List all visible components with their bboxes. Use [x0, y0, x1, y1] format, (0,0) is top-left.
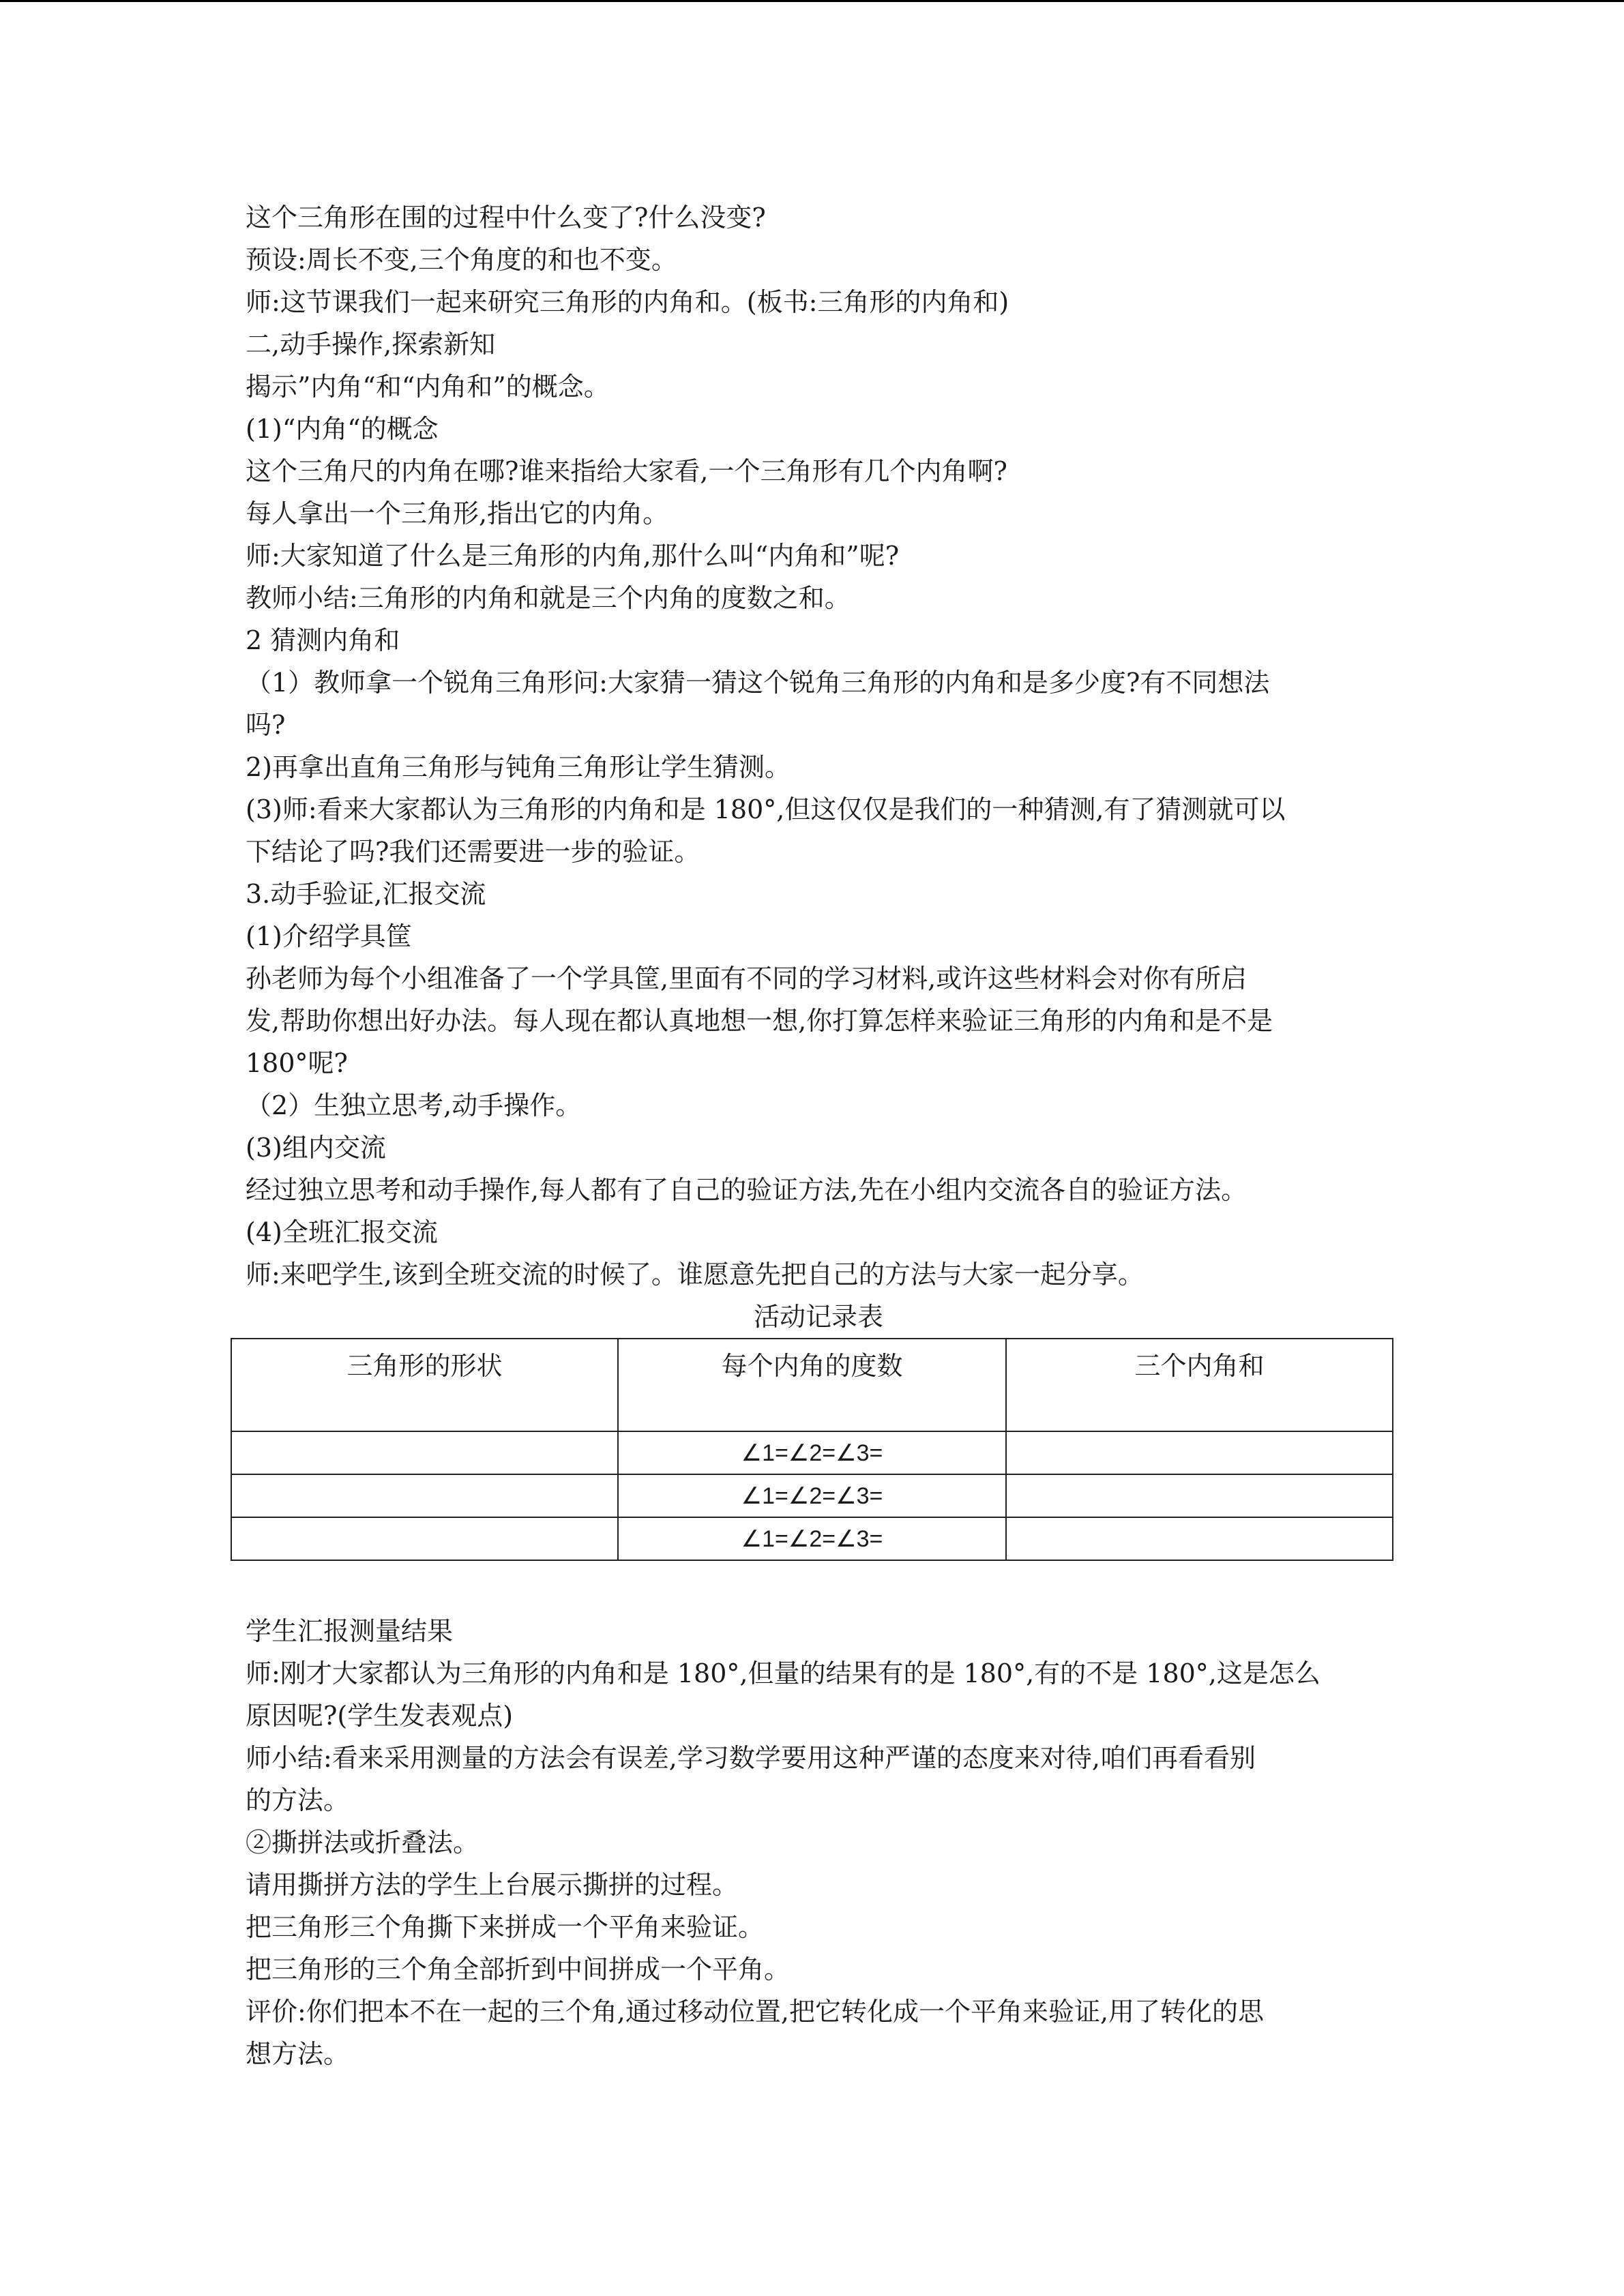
table-header-row: [231, 1339, 1393, 1431]
paragraph-line: 师:来吧学生,该到全班交流的时候了。谁愿意先把自己的方法与大家一起分享。: [246, 1259, 1144, 1289]
section-heading: 二,动手操作,探索新知: [246, 329, 496, 359]
table-cell-sum: [1006, 1474, 1393, 1517]
paragraph-line: 请用撕拼方法的学生上台展示撕拼的过程。: [246, 1870, 739, 1900]
paragraph-line: 揭示”内角“和“内角和”的概念。: [246, 372, 610, 402]
paragraph-line: 师:刚才大家都认为三角形的内角和是 180°,但量的结果有的是 180°,有的不是 180°,这是怎么: [246, 1658, 1320, 1688]
table-cell-sum: [1006, 1431, 1393, 1474]
section-heading: 学生汇报测量结果: [246, 1616, 454, 1646]
activity-record-table: [231, 1338, 1393, 1561]
table-cell-angles: ∠1=∠2=∠3=: [618, 1431, 1006, 1474]
paragraph-line: 的方法。: [246, 1785, 350, 1815]
paragraph-line: (1)介绍学具筐: [246, 921, 412, 951]
paragraph-line: 把三角形三个角撕下来拼成一个平角来验证。: [246, 1912, 765, 1942]
table-row: [231, 1517, 1393, 1560]
table-row: [231, 1474, 1393, 1517]
header-angle-sum: 三个内角和: [1006, 1339, 1393, 1431]
paragraph-line: (1)“内角“的概念: [246, 414, 439, 444]
paragraph-line: 预设:周长不变,三个角度的和也不变。: [246, 245, 677, 275]
paragraph-line: ②撕拼法或折叠法。: [246, 1828, 479, 1858]
paragraph-line: 想方法。: [246, 2039, 350, 2069]
table-row: [231, 1431, 1393, 1474]
paragraph-line: 教师小结:三角形的内角和就是三个内角的度数之和。: [246, 583, 851, 613]
paragraph-line: 师:大家知道了什么是三角形的内角,那什么叫“内角和”呢?: [246, 541, 900, 571]
table-cell-shape: [231, 1517, 618, 1560]
paragraph-line: (3)组内交流: [246, 1133, 386, 1163]
paragraph-line: 经过独立思考和动手操作,每人都有了自己的验证方法,先在小组内交流各自的验证方法。: [246, 1175, 1247, 1205]
text-block-intro: [246, 196, 1391, 1296]
table-cell-shape: [231, 1474, 618, 1517]
section-heading: 3.动手验证,汇报交流: [246, 879, 486, 909]
table-cell-sum: [1006, 1517, 1393, 1560]
header-each-angle-degree: 每个内角的度数: [618, 1339, 1006, 1431]
paragraph-line: （1）教师拿一个锐角三角形问:大家猜一猜这个锐角三角形的内角和是多少度?有不同想法: [246, 668, 1270, 698]
table-cell-angles: ∠1=∠2=∠3=: [618, 1474, 1006, 1517]
paragraph-line: 下结论了吗?我们还需要进一步的验证。: [246, 837, 700, 867]
paragraph-line: 师:这节课我们一起来研究三角形的内角和。(板书:三角形的内角和): [246, 287, 1009, 317]
paragraph-line: 这个三角尺的内角在哪?谁来指给大家看,一个三角形有几个内角啊?: [246, 456, 1007, 486]
paragraph-line: 孙老师为每个小组准备了一个学具筐,里面有不同的学习材料,或许这些材料会对你有所启: [246, 964, 1247, 994]
header-triangle-shape: 三角形的形状: [231, 1339, 618, 1431]
paragraph-line: (3)师:看来大家都认为三角形的内角和是 180°,但这仅仅是我们的一种猜测,有了猜测就可以: [246, 794, 1286, 824]
table-caption: 活动记录表: [753, 1302, 883, 1332]
table-cell-shape: [231, 1431, 618, 1474]
paragraph-line: 原因呢?(学生发表观点): [246, 1701, 514, 1731]
paragraph-line: （2）生独立思考,动手操作。: [246, 1090, 582, 1120]
paragraph-line: 把三角形的三个角全部折到中间拼成一个平角。: [246, 1954, 791, 1984]
text-block-results: [246, 1610, 1391, 2075]
paragraph-line: (4)全班汇报交流: [246, 1217, 438, 1247]
paragraph-line: 每人拿出一个三角形,指出它的内角。: [246, 498, 669, 528]
paragraph-line: 2)再拿出直角三角形与钝角三角形让学生猜测。: [246, 752, 791, 782]
table-cell-angles: ∠1=∠2=∠3=: [618, 1517, 1006, 1560]
paragraph-line: 师小结:看来采用测量的方法会有误差,学习数学要用这种严谨的态度来对待,咱们再看看别: [246, 1743, 1256, 1773]
paragraph-line: 评价:你们把本不在一起的三个角,通过移动位置,把它转化成一个平角来验证,用了转化的思: [246, 1997, 1265, 2027]
paragraph-line: 180°呢?: [246, 1048, 348, 1078]
spacer: [246, 1561, 1391, 1610]
document-page: [246, 196, 1391, 2075]
paragraph-line: 吗?: [246, 710, 286, 740]
section-heading: 2 猜测内角和: [246, 625, 400, 655]
paragraph-line: 发,帮助你想出好办法。每人现在都认真地想一想,你打算怎样来验证三角形的内角和是不是: [246, 1006, 1273, 1036]
page-top-border: [0, 0, 1624, 2]
paragraph-line: 这个三角形在围的过程中什么变了?什么没变?: [246, 203, 766, 233]
